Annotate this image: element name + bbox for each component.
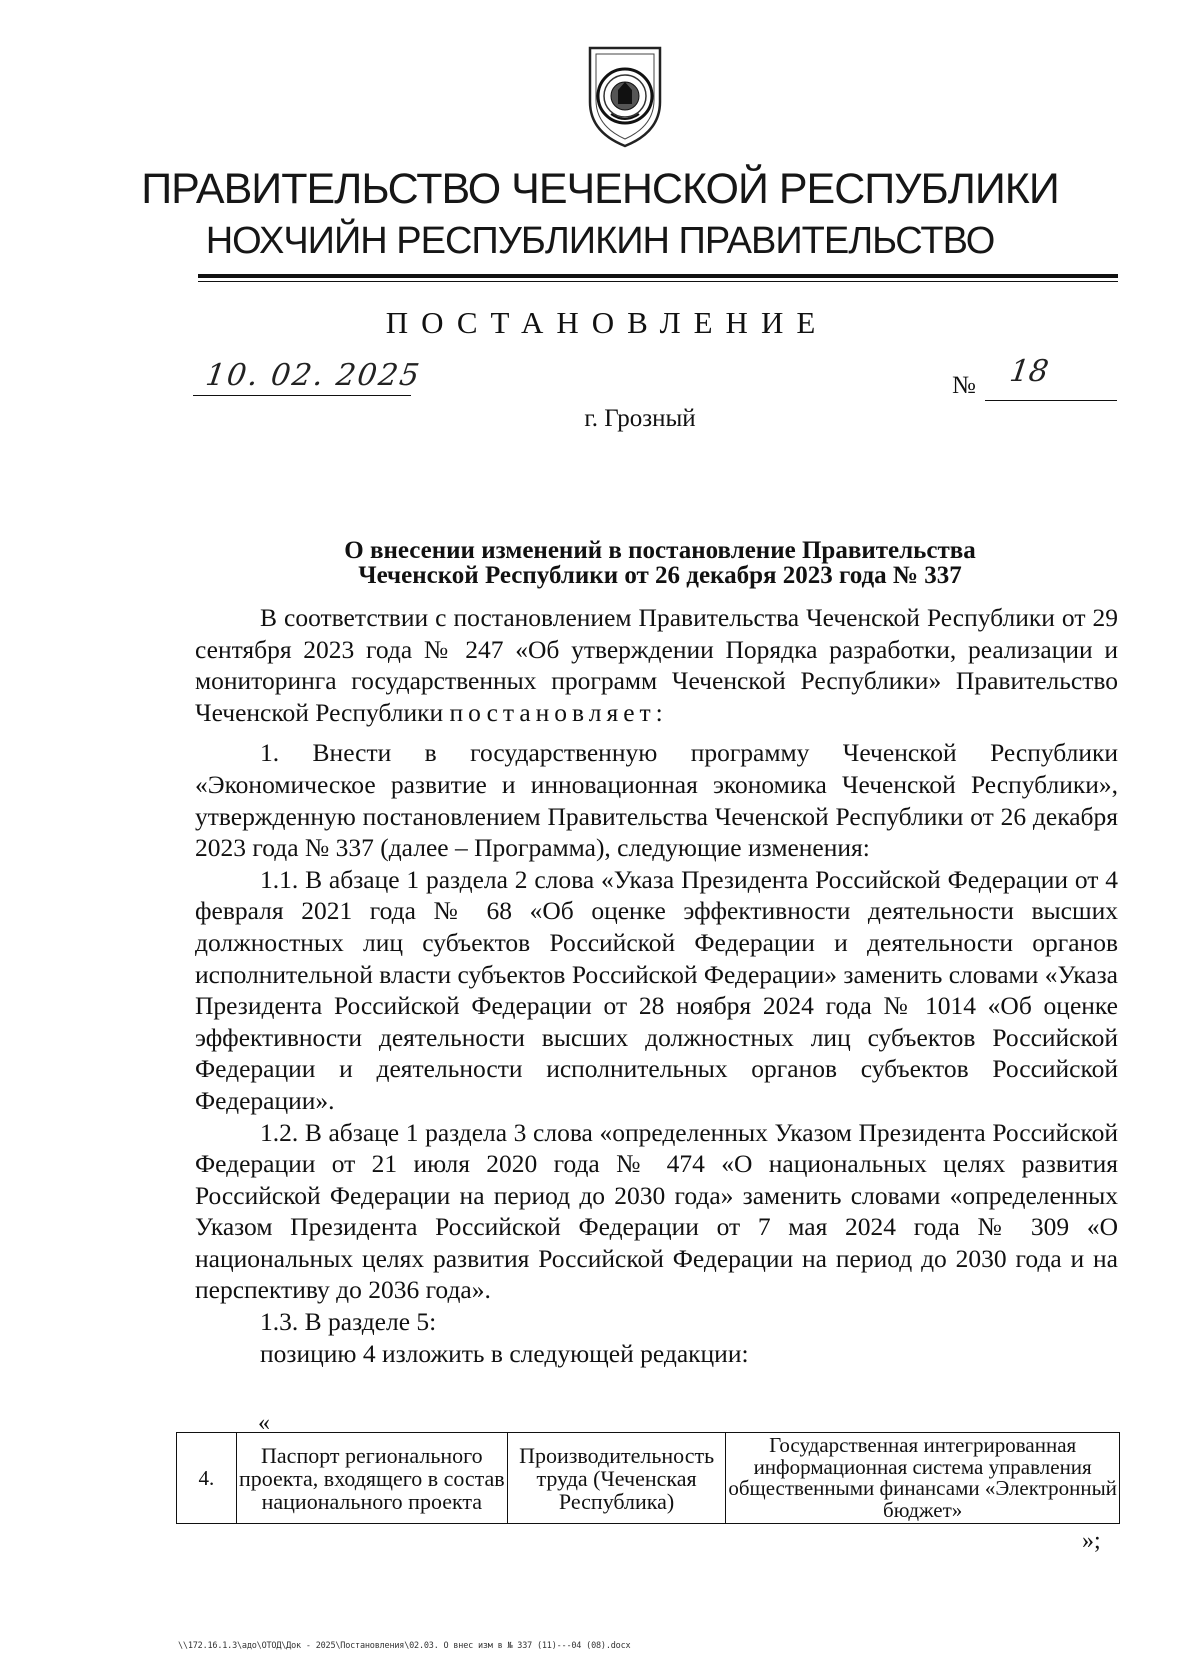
header-rule-thin bbox=[198, 281, 1118, 282]
number-label: № bbox=[952, 372, 976, 399]
paragraph-1-3: 1.3. В разделе 5: bbox=[260, 1307, 437, 1337]
table-cell-project: Производительность труда (Чеченская Республика) bbox=[507, 1433, 725, 1524]
document-body bbox=[195, 602, 1118, 1369]
handwritten-date: 10. 02. 2025 bbox=[203, 358, 424, 393]
header-rule-thick bbox=[198, 274, 1118, 278]
handwritten-number: 18 bbox=[1007, 354, 1051, 389]
org-name-russian: ПРАВИТЕЛЬСТВО ЧЕЧЕНСКОЙ РЕСПУБЛИКИ bbox=[141, 165, 1059, 213]
paragraph-1: 1. Внести в государственную программу Чеченской Республики «Экономическое развитие и инновационная экономика Чеченской Республики», утвержденную постановлением Правительства Чеченской Республики от 26 декабря 2023 года № 337 (далее – Программа), следующие изменения: bbox=[195, 738, 1118, 863]
table-row bbox=[177, 1433, 1120, 1524]
number-underline bbox=[985, 400, 1117, 401]
org-name-chechen: НОХЧИЙН РЕСПУБЛИКИН ПРАВИТЕЛЬСТВО bbox=[205, 220, 995, 262]
date-underline bbox=[193, 395, 411, 396]
document-title bbox=[200, 538, 1120, 588]
paragraph-1-3-sub: позицию 4 изложить в следующей редакции: bbox=[260, 1338, 749, 1368]
city: г. Грозный bbox=[584, 405, 696, 432]
table-cell-system: Государственная интегрированная информационная система управления общественными финансами «Электронный бюджет» bbox=[726, 1433, 1120, 1524]
position-table bbox=[176, 1432, 1120, 1524]
closing-quote: »; bbox=[1082, 1528, 1101, 1554]
paragraph-1-1: 1.1. В абзаце 1 раздела 2 слова «Указа Президента Российской Федерации от 4 февраля 2021 года № 68 «Об оценке эффективности деятельности высших должностных лиц субъектов Российской Федерации и деятельности органов исполнительной власти субъектов Российской Федерации» заменить словами «Указа Президента Российской Федерации от 28 ноября 2024 года № 1014 «Об оценке эффективности деятельности высших должностных лиц субъектов Российской Федерации и деятельности исполнительных органов субъектов Российской Федерации». bbox=[195, 864, 1118, 1115]
document-type: ПОСТАНОВЛЕНИЕ bbox=[385, 305, 829, 340]
decides-word: постановляет: bbox=[449, 697, 668, 727]
footer-file-path: \\172.16.1.3\адо\ОТОД\Док - 2025\Постановления\02.03. О внес изм в № 337 (11)---04 (08).docx bbox=[178, 1641, 631, 1651]
title-line: О внесении изменений в постановление Правительства bbox=[344, 537, 976, 564]
title-line: Чеченской Республики от 26 декабря 2023 года № 337 bbox=[358, 562, 962, 589]
table-cell-passport: Паспорт регионального проекта, входящего в состав национального проекта bbox=[236, 1433, 507, 1524]
coat-of-arms-emblem bbox=[580, 40, 670, 150]
table-cell-number: 4. bbox=[177, 1433, 237, 1524]
paragraph-1-2: 1.2. В абзаце 1 раздела 3 слова «определенных Указом Президента Российской Федерации от 21 июля 2020 года № 474 «О национальных целях развития Российской Федерации на период до 2030 года» заменить словами «определенных Указом Президента Российской Федерации от 7 мая 2024 года № 309 «О национальных целях развития Российской Федерации на период до 2030 года и на перспективу до 2036 года». bbox=[195, 1117, 1118, 1305]
preamble-text: В соответствии с постановлением Правительства Чеченской Республики от 29 сентября 2023 года № 247 «Об утверждении Порядка разработки, реализации и мониторинга государственных программ Чеченской Республики» Правительство Чеченской Республики bbox=[195, 603, 1118, 727]
preamble-paragraph bbox=[195, 602, 1118, 728]
opening-quote: « bbox=[258, 1410, 270, 1436]
